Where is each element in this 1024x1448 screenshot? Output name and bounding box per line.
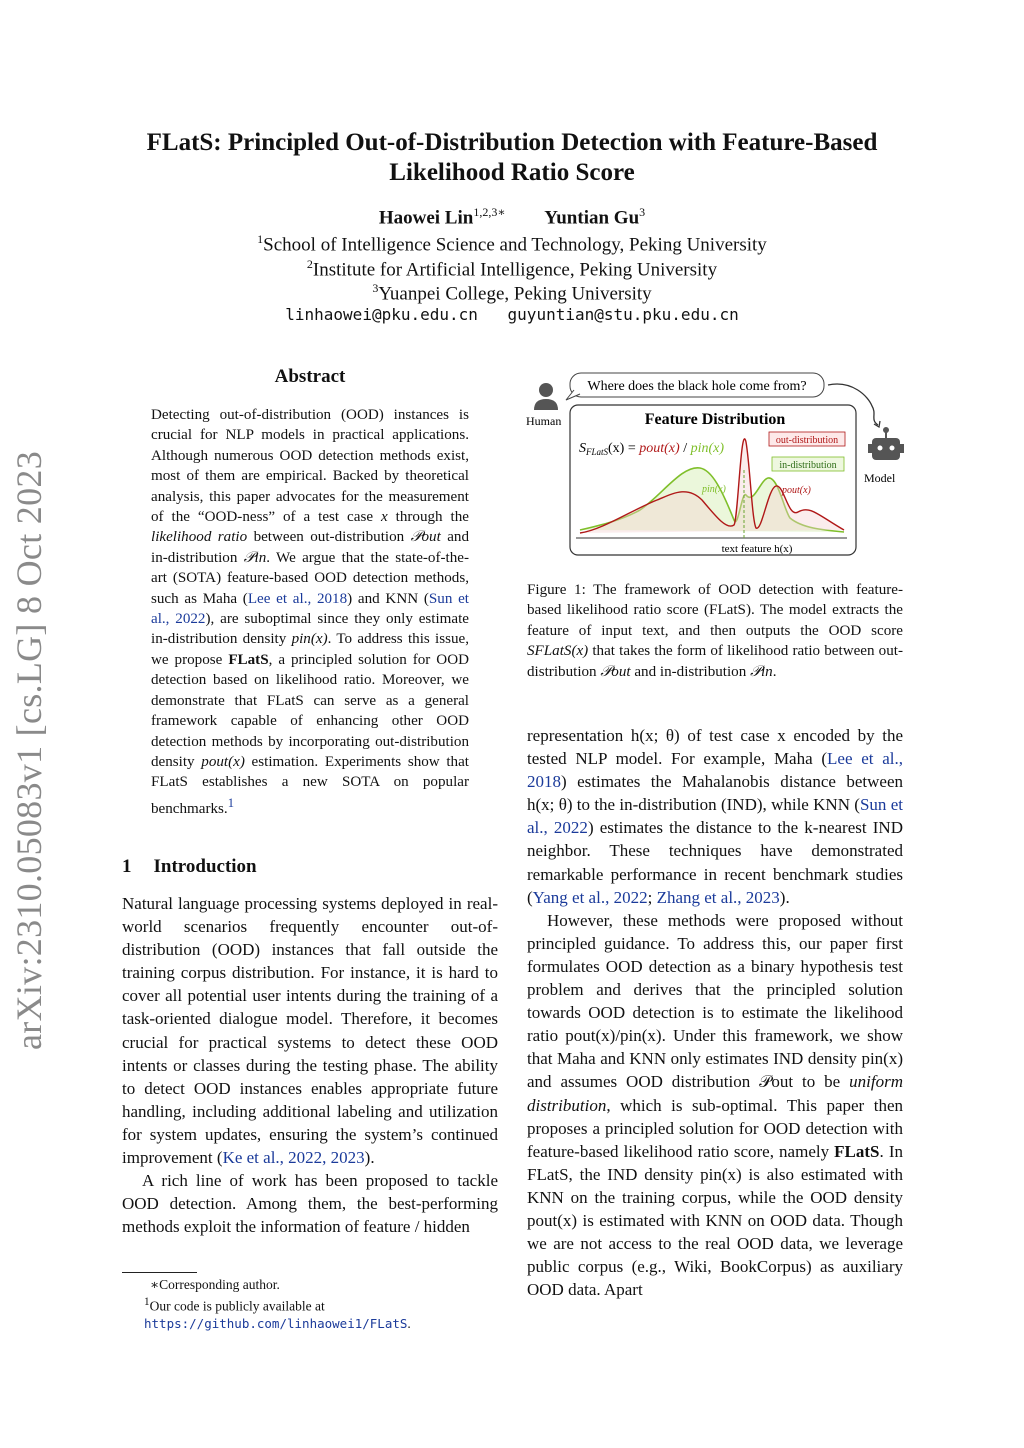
question-text: Where does the black hole come from? xyxy=(587,379,807,394)
arxiv-stamp: arXiv:2310.05083v1 [cs.LG] 8 Oct 2023 xyxy=(9,451,49,1050)
figure-1 xyxy=(522,370,908,566)
box-title: Feature Distribution xyxy=(644,411,786,428)
citation-link[interactable]: Ke et al., 2022, 2023 xyxy=(222,1148,365,1168)
affiliation-text: Institute for Artificial Intelligence, Peking University xyxy=(312,259,718,281)
human-icon xyxy=(534,383,558,410)
abstract-body: Detecting out-of-distribution (OOD) instances is crucial for NLP models in practical applications. Although numerous OOD detection methods exist, most of them are empirical. Backed by theoretical analysis, this paper advocates for the measurement of the “OOD-ness” of a test case x through the likelihood ratio between out-distribution 𝒫out and in-distribution 𝒫in. We argue that the state-of-the-art (SOTA) feature-based OOD detection methods, such as Maha (Lee et al., 2018) and KNN (Sun et al., 2022), are suboptimal since they only estimate in-distribution density pin(x). To address this issue, we propose FLatS, a principled solution for OOD detection based on likelihood ratio. Moreover, we demonstrate that FLatS can serve as a general framework capable of enhancing other OOD detection methods by incorporating out-distribution density pout(x) estimation. Experiments show that FLatS establishes a new SOTA on popular benchmarks.$^1$ xyxy=(151,407,470,817)
paragraph: representation h(x; θ) of test case x encoded by the tested NLP model. For example, Maha (Lee et al., 2018) estimates the Mahalanobis distance between h(x; θ) to the in-distribution (IND), while KNN (Sun et al., 2022) estimates the distance to the k-nearest IND neighbor. These techniques have demonstrated remarkable performance in recent benchmark studies (Yang et al., 2022; Zhang et al., 2023). xyxy=(527,726,903,907)
paragraph: Natural language processing systems deployed in real-world scenarios frequently encounter out-of-distribution (OOD) instances that fall outside the training corpus distribution. For instance, it is hard to cover all potential user intents during the training of a task-oriented dialogue model. Therefore, it becomes crucial for practical systems to detect these OOD intents or classes during the testing phase. The ability to detect OOD instances enables appropriate future handling, including additional labeling and utilization for system updates, ensuring the system’s continued improvement (Ke et al., 2022, 2023). xyxy=(122,894,498,1168)
footnote-2: $^1$Our code is publicly available at https://github.com/linhaowei1/FLatS. xyxy=(144,1295,411,1331)
title-line-2: Likelihood Ratio Score xyxy=(389,159,635,186)
pin-curve-label: pin(x) xyxy=(702,484,726,495)
legend-in-label: in-distribution xyxy=(779,460,837,471)
right-column-body xyxy=(527,724,903,1301)
citation-link[interactable]: Sun et al., 2022 xyxy=(151,590,469,628)
formula: $S_{FLatS}(x)$ = pout(x) / pin(x) xyxy=(579,441,725,457)
abstract-heading: Abstract xyxy=(274,366,346,387)
author-sup-2: 3 xyxy=(639,205,646,219)
author-emails: linhaowei@pku.edu.cn guyuntian@stu.pku.edu.cn xyxy=(285,305,739,324)
affiliation-2 xyxy=(0,257,1024,281)
pout-curve-label: pout(x) xyxy=(782,485,811,496)
citation-link[interactable]: Lee et al., 2018 xyxy=(247,590,348,607)
citation-link[interactable]: Zhang et al., 2023 xyxy=(656,887,780,907)
affiliation-1 xyxy=(0,232,1024,256)
citation-link[interactable]: Yang et al., 2022 xyxy=(532,887,648,907)
author-sup-1: 1,2,3∗ xyxy=(473,205,506,219)
robot-icon xyxy=(868,427,904,460)
affiliation-3 xyxy=(0,281,1024,305)
figure-caption: Figure 1: The framework of OOD detection with feature-based likelihood ratio score (FLatS). The model extracts the feature of input text, and then outputs the OOD score SFLatS(x) that takes the form of likelihood ratio between out-distribution 𝒫out and in-distribution 𝒫in. xyxy=(527,582,903,680)
author-line xyxy=(0,205,1024,229)
affiliation-sup: 3 xyxy=(372,281,379,295)
footnotes xyxy=(122,1276,498,1332)
section-heading: 1 Introduction xyxy=(122,856,257,877)
footnote-link[interactable]: 1 xyxy=(227,795,234,810)
intro-body xyxy=(122,892,498,1238)
citation-link[interactable]: Sun et al., 2022 xyxy=(527,795,903,838)
legend-out-label: out-distribution xyxy=(775,435,839,446)
citation-link[interactable]: Lee et al., 2018 xyxy=(527,749,903,792)
affiliation-text: School of Intelligence Science and Technology, Peking University xyxy=(263,234,767,256)
author-name-2: Yuntian Gu xyxy=(544,207,640,229)
paper-title xyxy=(0,128,1024,188)
model-label: Model xyxy=(864,471,896,485)
paragraph: A rich line of work has been proposed to tackle OOD detection. Among them, the best-performing methods exploit the information of feature / hidden xyxy=(122,1171,498,1237)
footnote-rule xyxy=(122,1272,197,1273)
paragraph: However, these methods were proposed without principled guidance. To address this, our paper first formulates OOD detection as a binary hypothesis test problem and derives that the principled solution towards OOD detection is to estimate the likelihood ratio pout(x)/pin(x). Under this framework, we show that Maha and KNN only estimates IND density pin(x) and assumes OOD distribution 𝒫out to be uniform distribution, which is sub-optimal. This paper then proposes a principled solution for OOD detection with feature-based likelihood ratio score, namely FLatS. In FLatS, the IND density pin(x) is also estimated with KNN on the training corpus, while the OOD density pout(x) is estimated with KNN on OOD data. Though we are not access to the real OOD data, we leverage public corpus (e.g., Wiki, BookCorpus) as auxiliary OOD data. Apart xyxy=(527,910,904,1300)
title-line-1: FLatS: Principled Out-of-Distribution Detection with Feature-Based xyxy=(146,129,878,156)
author-name-1: Haowei Lin xyxy=(378,207,474,229)
affiliation-sup: 2 xyxy=(306,257,313,271)
affiliation-text: Yuanpei College, Peking University xyxy=(378,283,652,305)
footnote-1: ∗Corresponding author. xyxy=(150,1277,280,1292)
code-url-link[interactable]: https://github.com/linhaowei1/FLatS xyxy=(144,1315,408,1331)
affiliation-sup: 1 xyxy=(257,232,264,246)
human-label: Human xyxy=(526,414,562,428)
x-axis-label: text feature h(x) xyxy=(721,543,793,555)
